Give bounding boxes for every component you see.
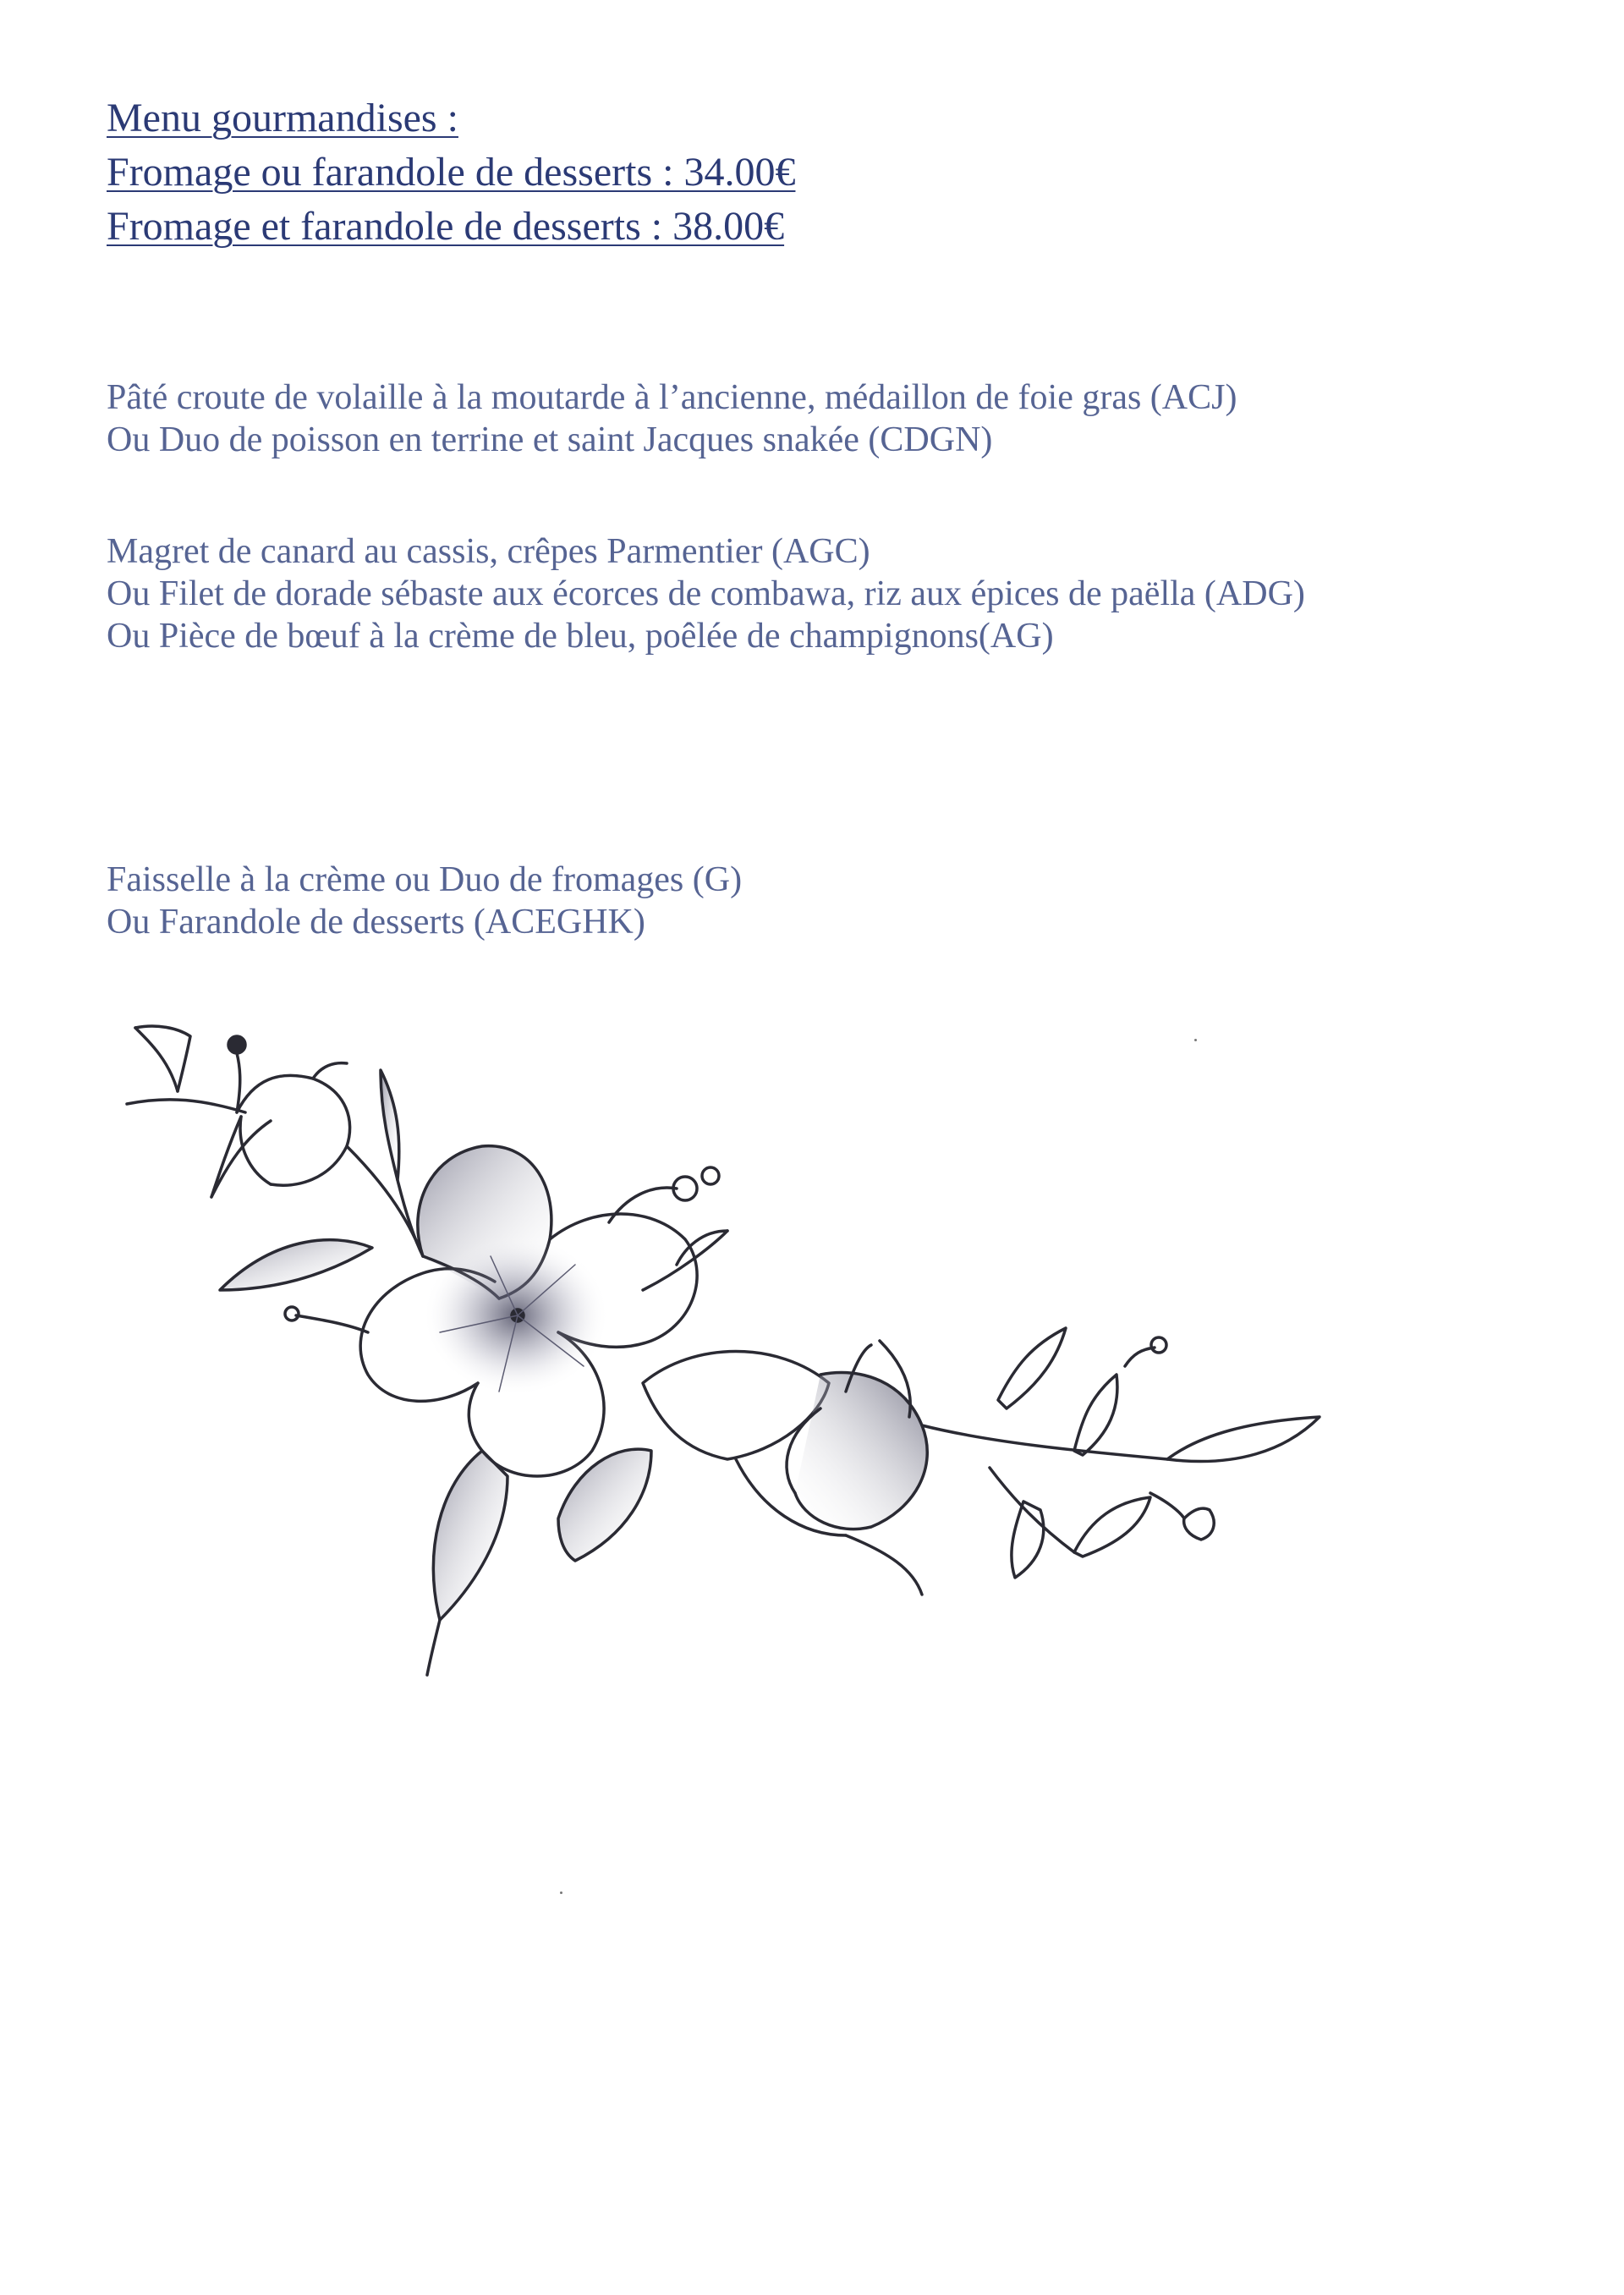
menu-title: Menu gourmandises : bbox=[107, 96, 458, 140]
paper-speck bbox=[560, 1891, 562, 1894]
desserts-section bbox=[107, 859, 742, 943]
starter-option-2: Ou Duo de poisson en terrine et saint Jacques snakée (CDGN) bbox=[107, 420, 993, 459]
main-option-1: Magret de canard au cassis, crêpes Parmentier (AGC) bbox=[107, 532, 870, 571]
floral-sketch-icon bbox=[102, 1011, 1370, 1713]
starters-section bbox=[107, 376, 1237, 461]
dessert-option-1: Faisselle à la crème ou Duo de fromages (G) bbox=[107, 860, 743, 899]
paper-speck bbox=[1194, 1039, 1197, 1041]
main-option-2: Ou Filet de dorade sébaste aux écorces de combawa, riz aux épices de paëlla (ADG) bbox=[107, 574, 1305, 613]
menu-header bbox=[107, 91, 795, 254]
starter-option-1: Pâté croute de volaille à la moutarde à l’ancienne, médaillon de foie gras (ACJ) bbox=[107, 378, 1237, 417]
price-offer-cheese-or-desserts: Fromage ou farandole de desserts : 34.00€ bbox=[107, 150, 796, 195]
price-offer-cheese-and-desserts: Fromage et farandole de desserts : 38.00€ bbox=[107, 204, 785, 249]
mains-section bbox=[107, 530, 1494, 657]
main-option-3: Ou Pièce de bœuf à la crème de bleu, poêlée de champignons(AG) bbox=[107, 617, 1054, 656]
dessert-option-2: Ou Farandole de desserts (ACEGHK) bbox=[107, 903, 645, 942]
